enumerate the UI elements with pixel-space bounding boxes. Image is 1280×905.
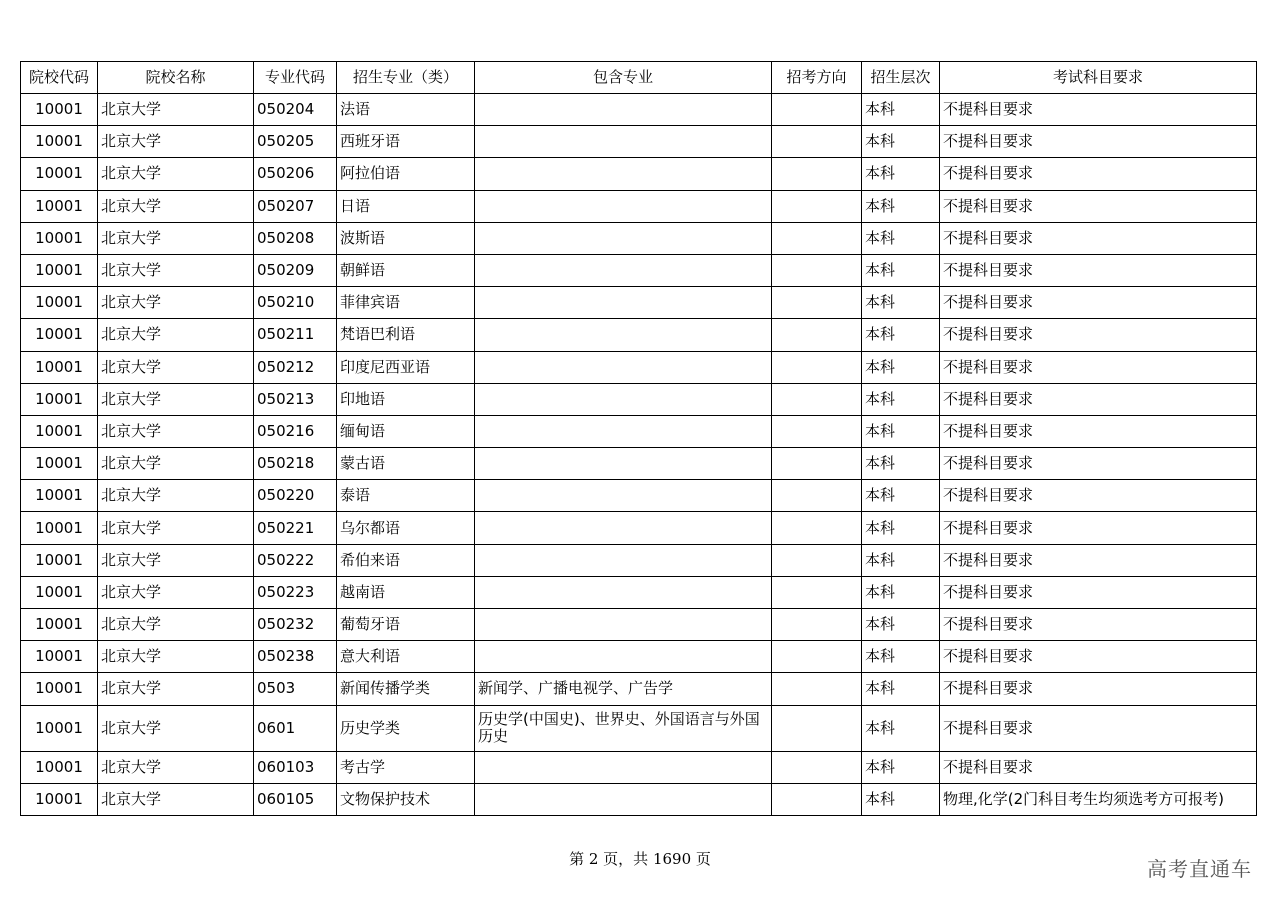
cell-level: 本科 [862, 158, 940, 190]
cell-school-name: 北京大学 [98, 783, 254, 815]
cell-major-category: 日语 [337, 190, 475, 222]
header-level: 招生层次 [862, 62, 940, 94]
cell-major-category: 意大利语 [337, 641, 475, 673]
cell-subject-requirement: 不提科目要求 [940, 576, 1257, 608]
cell-school-name: 北京大学 [98, 222, 254, 254]
cell-major-code: 050218 [254, 448, 337, 480]
table-row [21, 673, 1257, 705]
cell-subject-requirement: 不提科目要求 [940, 512, 1257, 544]
cell-exam-direction [772, 544, 862, 576]
cell-major-category: 梵语巴利语 [337, 319, 475, 351]
cell-included-majors [475, 254, 772, 286]
cell-subject-requirement: 不提科目要求 [940, 448, 1257, 480]
table-row [21, 641, 1257, 673]
cell-exam-direction [772, 287, 862, 319]
cell-subject-requirement: 不提科目要求 [940, 641, 1257, 673]
cell-exam-direction [772, 448, 862, 480]
cell-subject-requirement: 物理,化学(2门科目考生均须选考方可报考) [940, 783, 1257, 815]
cell-subject-requirement: 不提科目要求 [940, 190, 1257, 222]
table-row [21, 705, 1257, 751]
cell-subject-requirement: 不提科目要求 [940, 705, 1257, 751]
cell-major-code: 0503 [254, 673, 337, 705]
cell-major-code: 050209 [254, 254, 337, 286]
cell-major-code: 060105 [254, 783, 337, 815]
cell-school-name: 北京大学 [98, 190, 254, 222]
cell-level: 本科 [862, 126, 940, 158]
cell-subject-requirement: 不提科目要求 [940, 480, 1257, 512]
cell-major-code: 0601 [254, 705, 337, 751]
cell-included-majors [475, 94, 772, 126]
cell-exam-direction [772, 783, 862, 815]
cell-exam-direction [772, 673, 862, 705]
cell-included-majors [475, 319, 772, 351]
header-school-name: 院校名称 [98, 62, 254, 94]
cell-subject-requirement: 不提科目要求 [940, 383, 1257, 415]
watermark: 高考直通车 [1147, 857, 1252, 881]
table-row [21, 751, 1257, 783]
cell-included-majors [475, 609, 772, 641]
cell-exam-direction [772, 383, 862, 415]
cell-level: 本科 [862, 480, 940, 512]
cell-major-category: 乌尔都语 [337, 512, 475, 544]
cell-exam-direction [772, 254, 862, 286]
cell-major-code: 060103 [254, 751, 337, 783]
enrollment-table [20, 61, 1257, 816]
cell-school-code: 10001 [21, 641, 98, 673]
cell-level: 本科 [862, 673, 940, 705]
table-row [21, 448, 1257, 480]
cell-included-majors [475, 751, 772, 783]
cell-school-code: 10001 [21, 126, 98, 158]
cell-subject-requirement: 不提科目要求 [940, 319, 1257, 351]
cell-school-name: 北京大学 [98, 383, 254, 415]
cell-major-code: 050238 [254, 641, 337, 673]
cell-major-category: 朝鲜语 [337, 254, 475, 286]
cell-included-majors [475, 126, 772, 158]
cell-included-majors [475, 576, 772, 608]
cell-included-majors [475, 783, 772, 815]
cell-school-name: 北京大学 [98, 415, 254, 447]
cell-level: 本科 [862, 641, 940, 673]
cell-subject-requirement: 不提科目要求 [940, 351, 1257, 383]
cell-school-code: 10001 [21, 222, 98, 254]
cell-major-category: 印地语 [337, 383, 475, 415]
cell-school-code: 10001 [21, 480, 98, 512]
table-row [21, 609, 1257, 641]
cell-school-name: 北京大学 [98, 158, 254, 190]
cell-exam-direction [772, 415, 862, 447]
cell-subject-requirement: 不提科目要求 [940, 751, 1257, 783]
table-row [21, 783, 1257, 815]
cell-included-majors [475, 287, 772, 319]
table-row [21, 222, 1257, 254]
cell-school-name: 北京大学 [98, 609, 254, 641]
cell-exam-direction [772, 319, 862, 351]
cell-included-majors [475, 190, 772, 222]
cell-included-majors [475, 480, 772, 512]
cell-major-code: 050221 [254, 512, 337, 544]
cell-school-code: 10001 [21, 383, 98, 415]
table-row [21, 319, 1257, 351]
cell-major-category: 法语 [337, 94, 475, 126]
cell-school-name: 北京大学 [98, 751, 254, 783]
cell-school-code: 10001 [21, 351, 98, 383]
cell-school-code: 10001 [21, 448, 98, 480]
cell-major-code: 050232 [254, 609, 337, 641]
cell-exam-direction [772, 222, 862, 254]
cell-exam-direction [772, 751, 862, 783]
cell-level: 本科 [862, 448, 940, 480]
cell-school-code: 10001 [21, 576, 98, 608]
cell-exam-direction [772, 126, 862, 158]
cell-exam-direction [772, 576, 862, 608]
cell-school-name: 北京大学 [98, 94, 254, 126]
cell-school-code: 10001 [21, 673, 98, 705]
cell-included-majors [475, 512, 772, 544]
cell-level: 本科 [862, 383, 940, 415]
cell-exam-direction [772, 158, 862, 190]
cell-subject-requirement: 不提科目要求 [940, 222, 1257, 254]
table-row [21, 544, 1257, 576]
cell-subject-requirement: 不提科目要求 [940, 544, 1257, 576]
table-row [21, 190, 1257, 222]
cell-major-code: 050222 [254, 544, 337, 576]
cell-school-name: 北京大学 [98, 351, 254, 383]
cell-exam-direction [772, 641, 862, 673]
cell-included-majors [475, 448, 772, 480]
cell-school-name: 北京大学 [98, 512, 254, 544]
table-row [21, 126, 1257, 158]
cell-subject-requirement: 不提科目要求 [940, 158, 1257, 190]
cell-included-majors [475, 641, 772, 673]
cell-subject-requirement: 不提科目要求 [940, 609, 1257, 641]
cell-school-name: 北京大学 [98, 287, 254, 319]
cell-school-code: 10001 [21, 254, 98, 286]
cell-major-category: 波斯语 [337, 222, 475, 254]
header-subject-requirement: 考试科目要求 [940, 62, 1257, 94]
cell-major-code: 050216 [254, 415, 337, 447]
cell-school-code: 10001 [21, 319, 98, 351]
cell-major-code: 050213 [254, 383, 337, 415]
table-header-row [21, 62, 1257, 94]
table-row [21, 287, 1257, 319]
cell-school-name: 北京大学 [98, 576, 254, 608]
table-row [21, 254, 1257, 286]
table-row [21, 158, 1257, 190]
cell-major-category: 越南语 [337, 576, 475, 608]
cell-major-category: 新闻传播学类 [337, 673, 475, 705]
cell-included-majors [475, 222, 772, 254]
cell-major-code: 050204 [254, 94, 337, 126]
cell-major-code: 050220 [254, 480, 337, 512]
cell-school-code: 10001 [21, 158, 98, 190]
table-row [21, 94, 1257, 126]
cell-school-code: 10001 [21, 190, 98, 222]
cell-school-code: 10001 [21, 751, 98, 783]
page-number: 第 2 页，共 1690 页 [569, 850, 711, 868]
cell-major-category: 印度尼西亚语 [337, 351, 475, 383]
cell-major-code: 050207 [254, 190, 337, 222]
cell-level: 本科 [862, 705, 940, 751]
cell-major-category: 蒙古语 [337, 448, 475, 480]
cell-level: 本科 [862, 576, 940, 608]
cell-major-code: 050208 [254, 222, 337, 254]
table-row [21, 415, 1257, 447]
cell-included-majors [475, 544, 772, 576]
table-row [21, 351, 1257, 383]
cell-exam-direction [772, 609, 862, 641]
cell-school-name: 北京大学 [98, 641, 254, 673]
cell-school-code: 10001 [21, 544, 98, 576]
cell-school-name: 北京大学 [98, 448, 254, 480]
cell-school-code: 10001 [21, 609, 98, 641]
cell-subject-requirement: 不提科目要求 [940, 415, 1257, 447]
cell-subject-requirement: 不提科目要求 [940, 94, 1257, 126]
cell-major-category: 葡萄牙语 [337, 609, 475, 641]
cell-major-category: 考古学 [337, 751, 475, 783]
cell-included-majors [475, 158, 772, 190]
cell-school-code: 10001 [21, 705, 98, 751]
cell-school-code: 10001 [21, 415, 98, 447]
header-major-code: 专业代码 [254, 62, 337, 94]
header-exam-direction: 招考方向 [772, 62, 862, 94]
cell-school-name: 北京大学 [98, 319, 254, 351]
cell-school-name: 北京大学 [98, 254, 254, 286]
cell-included-majors: 历史学(中国史)、世界史、外国语言与外国历史 [475, 705, 772, 751]
cell-major-code: 050212 [254, 351, 337, 383]
table-row [21, 512, 1257, 544]
cell-major-code: 050210 [254, 287, 337, 319]
cell-level: 本科 [862, 415, 940, 447]
cell-major-code: 050211 [254, 319, 337, 351]
cell-exam-direction [772, 705, 862, 751]
cell-level: 本科 [862, 287, 940, 319]
cell-level: 本科 [862, 751, 940, 783]
cell-school-name: 北京大学 [98, 673, 254, 705]
cell-major-code: 050206 [254, 158, 337, 190]
cell-exam-direction [772, 94, 862, 126]
cell-subject-requirement: 不提科目要求 [940, 254, 1257, 286]
table-body [21, 94, 1257, 816]
cell-major-category: 缅甸语 [337, 415, 475, 447]
cell-level: 本科 [862, 512, 940, 544]
cell-school-code: 10001 [21, 512, 98, 544]
cell-level: 本科 [862, 544, 940, 576]
table-row [21, 383, 1257, 415]
cell-school-name: 北京大学 [98, 705, 254, 751]
cell-school-name: 北京大学 [98, 480, 254, 512]
cell-major-code: 050205 [254, 126, 337, 158]
cell-major-category: 历史学类 [337, 705, 475, 751]
cell-level: 本科 [862, 190, 940, 222]
cell-major-category: 菲律宾语 [337, 287, 475, 319]
cell-included-majors [475, 415, 772, 447]
cell-included-majors [475, 383, 772, 415]
cell-level: 本科 [862, 609, 940, 641]
cell-exam-direction [772, 351, 862, 383]
cell-school-name: 北京大学 [98, 544, 254, 576]
cell-major-category: 希伯来语 [337, 544, 475, 576]
header-major-category: 招生专业（类） [337, 62, 475, 94]
cell-level: 本科 [862, 783, 940, 815]
cell-exam-direction [772, 190, 862, 222]
cell-major-category: 西班牙语 [337, 126, 475, 158]
cell-included-majors: 新闻学、广播电视学、广告学 [475, 673, 772, 705]
header-included-majors: 包含专业 [475, 62, 772, 94]
cell-school-name: 北京大学 [98, 126, 254, 158]
cell-major-category: 阿拉伯语 [337, 158, 475, 190]
cell-level: 本科 [862, 222, 940, 254]
table-row [21, 576, 1257, 608]
cell-subject-requirement: 不提科目要求 [940, 673, 1257, 705]
cell-exam-direction [772, 512, 862, 544]
cell-major-category: 泰语 [337, 480, 475, 512]
cell-school-code: 10001 [21, 287, 98, 319]
cell-major-category: 文物保护技术 [337, 783, 475, 815]
cell-included-majors [475, 351, 772, 383]
cell-exam-direction [772, 480, 862, 512]
cell-level: 本科 [862, 94, 940, 126]
cell-subject-requirement: 不提科目要求 [940, 126, 1257, 158]
table-row [21, 480, 1257, 512]
cell-level: 本科 [862, 254, 940, 286]
cell-school-code: 10001 [21, 783, 98, 815]
cell-major-code: 050223 [254, 576, 337, 608]
cell-school-code: 10001 [21, 94, 98, 126]
header-school-code: 院校代码 [21, 62, 98, 94]
cell-subject-requirement: 不提科目要求 [940, 287, 1257, 319]
cell-level: 本科 [862, 351, 940, 383]
cell-level: 本科 [862, 319, 940, 351]
